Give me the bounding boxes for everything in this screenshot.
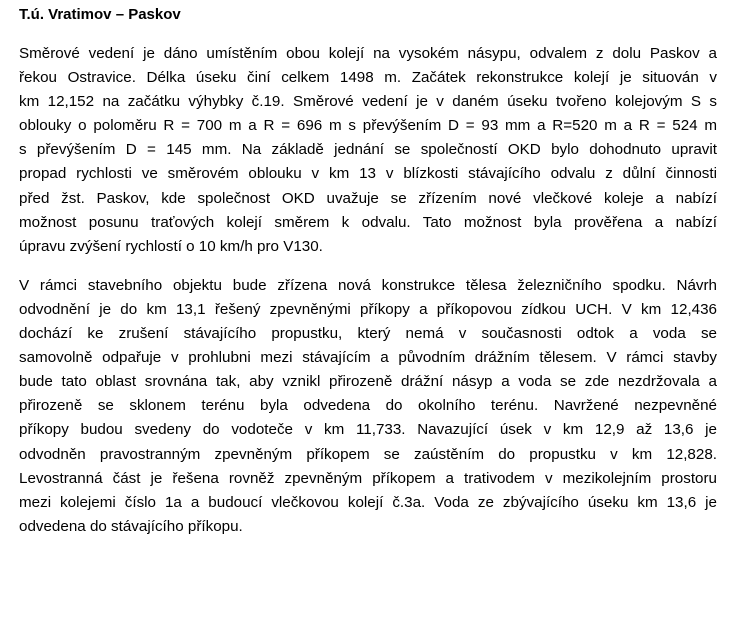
text-line: řekou Ostravice. Délka úseku činí celkem 1498 m. Začátek rekonstrukce kolejí je situován v xyxy=(19,69,717,87)
text-line: možnost posunu traťových kolejí směrem k odvalu. Tato možnost byla prověřena a nabízí xyxy=(19,213,717,231)
text-line: oblouky o poloměru R = 700 m a R = 696 m s převýšením D = 93 mm a R=520 m a R = 524 m xyxy=(19,117,717,135)
text-line: propad rychlosti ve směrovém oblouku v km 13 v blízkosti stávajícího odvalu z důlní činnosti xyxy=(19,165,717,183)
text-line: před žst. Paskov, kde společnost OKD uvažuje se zřízením nové vlečkové koleje a nabízí xyxy=(19,189,717,207)
text-line: úpravu zvýšení rychlostí o 10 km/h pro V130. xyxy=(19,237,323,255)
paragraph-drainage xyxy=(19,274,717,539)
text-line: bude tato oblast srovnána tak, aby vznikl přirozeně drážní násyp a voda se zde nezdržovala a xyxy=(19,373,717,391)
text-line: odvedena do stávajícího příkopu. xyxy=(19,517,243,535)
text-line: odvodnění je do km 13,1 řešený zpevněnými příkopy a příkopovou zídkou UCH. V km 12,436 xyxy=(19,300,717,318)
text-line: Levostranná část je řešena rovněž zpevněným příkopem a trativodem v mezikolejním prostoru xyxy=(19,469,717,487)
text-line: V rámci stavebního objektu bude zřízena nová konstrukce tělesa železničního spodku. Návrh xyxy=(19,276,717,294)
text-line: mezi kolejemi číslo 1a a budoucí vlečkovou kolejí č.3a. Voda ze zbývajícího úseku km 13,6 je xyxy=(19,493,717,511)
text-line: dochází ke zrušení stávajícího propustku, který nemá v současnosti odtok a voda se xyxy=(19,325,717,343)
text-line: km 12,152 na začátku výhybky č.19. Směrové vedení je v daném úseku tvořeno kolejovým S s xyxy=(19,93,717,111)
text-line: samovolně odpařuje v prohlubni mezi stávajícím a původním drážním tělesem. V rámci stavby xyxy=(19,349,717,367)
text-line: Směrové vedení je dáno umístěním obou kolejí na vysokém násypu, odvalem z dolu Paskov a xyxy=(19,45,717,62)
text-line: příkopy budou svedeny do vodoteče v km 11,733. Navazující úsek v km 12,9 až 13,6 je xyxy=(19,421,717,439)
section-heading: T.ú. Vratimov – Paskov xyxy=(19,6,181,23)
text-line: odvodněn pravostranným zpevněným příkopem se zaústěním do propustku v km 12,828. xyxy=(19,445,717,463)
text-line: s převýšením D = 145 mm. Na základě jednání se společností OKD bylo dohodnuto upravit xyxy=(19,141,717,159)
text-line: přirozeně se sklonem terénu byla odvedena do okolního terénu. Navržené nezpevněné xyxy=(19,397,717,415)
paragraph-track-alignment xyxy=(19,42,717,259)
